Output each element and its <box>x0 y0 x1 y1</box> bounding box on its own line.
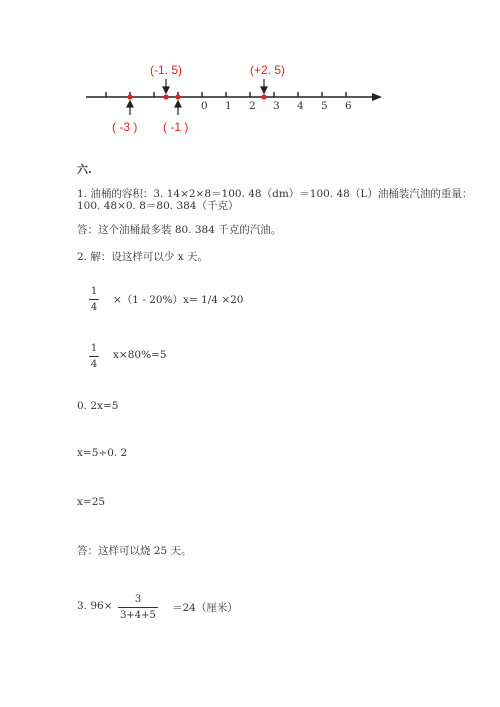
fraction-numerator: 3 <box>134 594 142 605</box>
point-plus-2-5 <box>261 94 266 99</box>
label-minus-1-5: (-1. 5) <box>150 63 183 77</box>
section-heading: 六. <box>77 163 92 176</box>
q2-eq1-fraction <box>89 286 99 313</box>
tick-label-6: 6 <box>345 100 352 112</box>
fraction-bar <box>89 356 99 357</box>
q2-answer: 答：这样可以烧 25 天。 <box>77 545 192 557</box>
tick-label-5: 5 <box>321 100 328 112</box>
fraction-numerator: 1 <box>90 343 98 354</box>
q3-fraction <box>118 594 158 621</box>
point-minus-3 <box>127 94 132 99</box>
q2-eq2-rest: x×80%=5 <box>113 349 167 361</box>
fraction-bar <box>89 299 99 300</box>
q2-eq1-rest: ×（1 - 20%）x= 1/4 ×20 <box>113 294 244 306</box>
point-minus-1-5 <box>163 94 168 99</box>
fraction-denominator: 4 <box>90 302 98 313</box>
q2-step-3: 0. 2x=5 <box>77 400 119 412</box>
tick-label-0: 0 <box>201 100 208 112</box>
q1-line-2: 100. 48×0. 8＝80. 384（千克） <box>77 200 239 212</box>
tick-label-4: 4 <box>297 100 304 112</box>
q2-step-5: x=25 <box>77 496 106 508</box>
label-minus-1: ( -1 ) <box>163 120 189 134</box>
q3-suffix: ＝24（厘米） <box>172 602 238 614</box>
fraction-numerator: 1 <box>90 286 98 297</box>
q2-eq2-fraction <box>89 343 99 370</box>
fraction-denominator: 3+4+5 <box>120 610 156 621</box>
q1-line-1: 1. 油桶的容积：3. 14×2×8＝100. 48（dm）＝100. 48（L）油桶装汽油的重量： <box>77 188 473 200</box>
tick-label-2: 2 <box>249 100 256 112</box>
tick-label-3: 3 <box>273 100 280 112</box>
q2-intro: 2. 解：设这样可以少 x 天。 <box>77 251 208 263</box>
q3-prefix: 3. 96× <box>77 600 113 612</box>
label-minus-3: ( -3 ) <box>112 120 138 134</box>
label-plus-2-5: (+2. 5) <box>250 63 286 77</box>
q2-step-4: x=5÷0. 2 <box>77 447 128 459</box>
q1-answer: 答：这个油桶最多装 80. 384 千克的汽油。 <box>77 224 282 236</box>
point-minus-1 <box>175 94 180 99</box>
fraction-denominator: 4 <box>90 359 98 370</box>
tick-label-1: 1 <box>225 100 232 112</box>
fraction-bar <box>118 607 158 608</box>
axis-arrow-icon <box>372 93 382 101</box>
